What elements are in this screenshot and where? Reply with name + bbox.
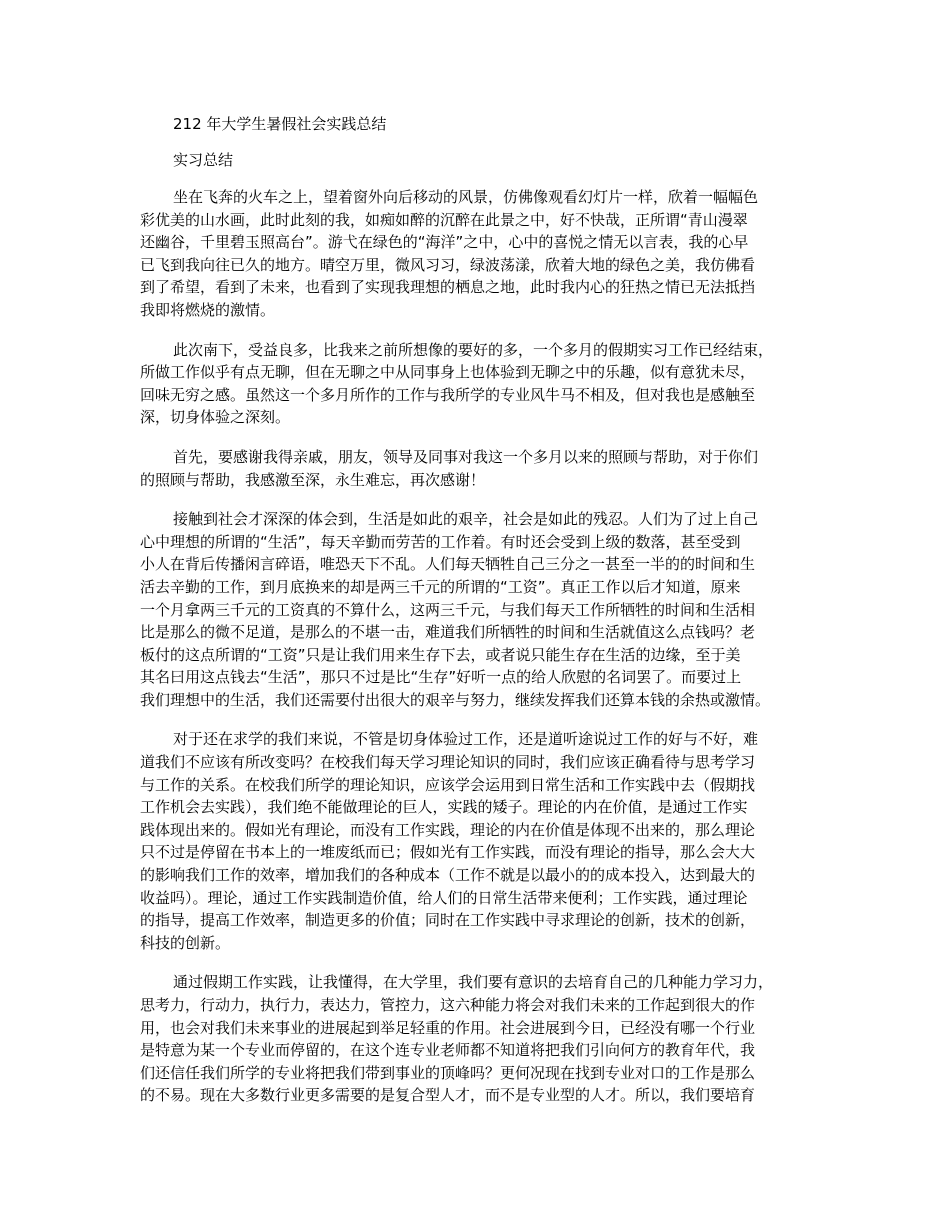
paragraph-line: 工作机会去实践），我们绝不能做理论的巨人，实践的矮子。理论的内在价值，是通过工作实 — [140, 798, 748, 817]
paragraph-line: 首先，要感谢我得亲戚，朋友，领导及同事对我这一个多月以来的照顾与帮助，对于你们 — [173, 447, 759, 466]
paragraph-line: 其名曰用这点钱去“生活”，那只不过是比“生存”好听一点的给人欣慰的名词罢了。而要过上 — [140, 668, 742, 687]
paragraph-line: 所做工作似乎有点无聊，但在无聊之中从同事身上也体验到无聊之中的乐趣，似有意犹未尽， — [140, 363, 756, 382]
paragraph — [140, 339, 820, 429]
paragraph-line: 坐在飞奔的火车之上，望着窗外向后移动的风景，仿佛像观看幻灯片一样，欣着一幅幅色 — [173, 188, 759, 206]
paragraph-line: 的指导，提高工作效率，制造更多的价值；同时在工作实践中寻求理论的创新，技术的创新， — [140, 911, 756, 930]
paragraph-line: 接触到社会才深深的体会到，生活是如此的艰辛，社会是如此的残忍。人们为了过上自己 — [173, 510, 759, 529]
paragraph-line: 践体现出来的。假如光有理论，而没有工作实践，理论的内在价值是体现不出来的，那么理论 — [140, 820, 756, 839]
paragraph-line: 收益吗）。理论，通过工作实践制造价值，给人们的日常生活带来便利；工作实践，通过理论 — [140, 888, 748, 907]
paragraph-line: 科技的创新。 — [140, 933, 231, 952]
paragraph-line: 是特意为某一个专业而停留的，在这个连专业老师都不知道将把我们引向何方的教育年代，我 — [140, 1041, 756, 1060]
paragraph-line: 通过假期工作实践，让我懂得，在大学里，我们要有意识的去培育自己的几种能力学习力， — [173, 973, 774, 992]
paragraph-line: 回味无穷之感。虽然这一个多月所作的工作与我所学的专业风牛马不相及，但对我也是感触至 — [140, 385, 756, 404]
paragraph-line: 心中理想的所谓的“生活”，每天辛勤而劳苦的工作着。有时还会受到上级的数落，甚至受到 — [140, 532, 741, 551]
paragraph-line: 板付的这点所谓的“工资”只是让我们用来生存下去，或者说只能生存在生活的边缘，至于美 — [140, 645, 741, 664]
paragraph — [140, 186, 820, 322]
paragraph-line: 道我们不应该有所改变吗？在校我们每天学习理论知识的同时，我们应该正确看待与思考学习 — [140, 753, 756, 772]
paragraph-line: 深，切身体验之深刻。 — [140, 408, 291, 427]
paragraph-line: 已飞到我向往已久的地方。晴空万里，微风习习，绿波荡漾，欣着大地的绿色之美，我仿佛看 — [140, 255, 756, 274]
paragraph-line: 一个月拿两三千元的工资真的不算什么，这两三千元，与我们每天工作所牺牲的时间和生活相 — [140, 600, 756, 619]
paragraph — [140, 728, 820, 954]
paragraph — [140, 446, 820, 491]
document-subtitle: 实习总结 — [173, 151, 234, 169]
paragraph — [140, 508, 820, 711]
paragraph-line: 彩优美的山水画，此时此刻的我，如痴如醉的沉醉在此景之中，好不快哉，正所谓“青山漫翠 — [140, 210, 748, 229]
paragraph-line: 到了希望，看到了未来，也看到了实现我理想的栖息之地，此时我内心的狂热之情已无法抵挡 — [140, 278, 756, 297]
paragraph-line: 们还信任我们所学的专业将把我们带到事业的顶峰吗？更何况现在找到专业对口的工作是那么 — [140, 1063, 756, 1082]
paragraph-line: 对于还在求学的我们来说，不管是切身体验过工作，还是道听途说过工作的好与不好，难 — [173, 730, 759, 749]
paragraph — [140, 971, 820, 1107]
document-page — [140, 114, 820, 1124]
paragraph-line: 活去辛勤的工作，到月底换来的却是两三千元的所谓的“工资”。真正工作以后才知道，原来 — [140, 577, 741, 596]
paragraph-line: 比是那么的微不足道，是那么的不堪一击，难道我们所牺牲的时间和生活就值这么点钱吗？老 — [140, 623, 756, 642]
paragraph-line: 的影响我们工作的效率，增加我们的各种成本（工作不就是以最小的的成本投入，达到最大的 — [140, 866, 756, 885]
paragraph-line: 小人在背后传播闲言碎语，唯恐天下不乱。人们每天牺牲自己三分之一甚至一半的的时间和生 — [140, 555, 756, 574]
paragraph-line: 与工作的关系。在校我们所学的理论知识，应该学会运用到日常生活和工作实践中去（假期找 — [140, 775, 756, 794]
paragraph-line: 用，也会对我们未来事业的进展起到举足轻重的作用。社会进展到今日，已经没有哪一个行业 — [140, 1018, 756, 1037]
paragraph-line: 还幽谷，千里碧玉照高台”。游弋在绿色的“海洋”之中，心中的喜悦之情无以言表，我的心早 — [140, 233, 749, 252]
paragraph-line: 的不易。现在大多数行业更多需要的是复合型人才，而不是专业型的人才。所以，我们要培育 — [140, 1086, 756, 1105]
paragraph-line: 的照顾与帮助，我感激至深，永生难忘，再次感谢！ — [140, 470, 486, 489]
paragraph-line: 我们理想中的生活，我们还需要付出很大的艰辛与努力，继续发挥我们还算本钱的余热或激情。 — [140, 690, 771, 709]
paragraph-line: 此次南下，受益良多，比我来之前所想像的要好的多，一个多月的假期实习工作已经结束， — [173, 340, 774, 359]
paragraph-line: 我即将燃烧的激情。 — [140, 300, 276, 319]
document-title: 212 年大学生暑假社会实践总结 — [173, 115, 387, 133]
document-body — [140, 186, 820, 1107]
paragraph-line: 只不过是停留在书本上的一堆废纸而已；假如光有工作实践，而没有理论的指导，那么会大大 — [140, 843, 756, 862]
paragraph-line: 思考力，行动力，执行力，表达力，管控力，这六种能力将会对我们未来的工作起到很大的作 — [140, 996, 756, 1014]
